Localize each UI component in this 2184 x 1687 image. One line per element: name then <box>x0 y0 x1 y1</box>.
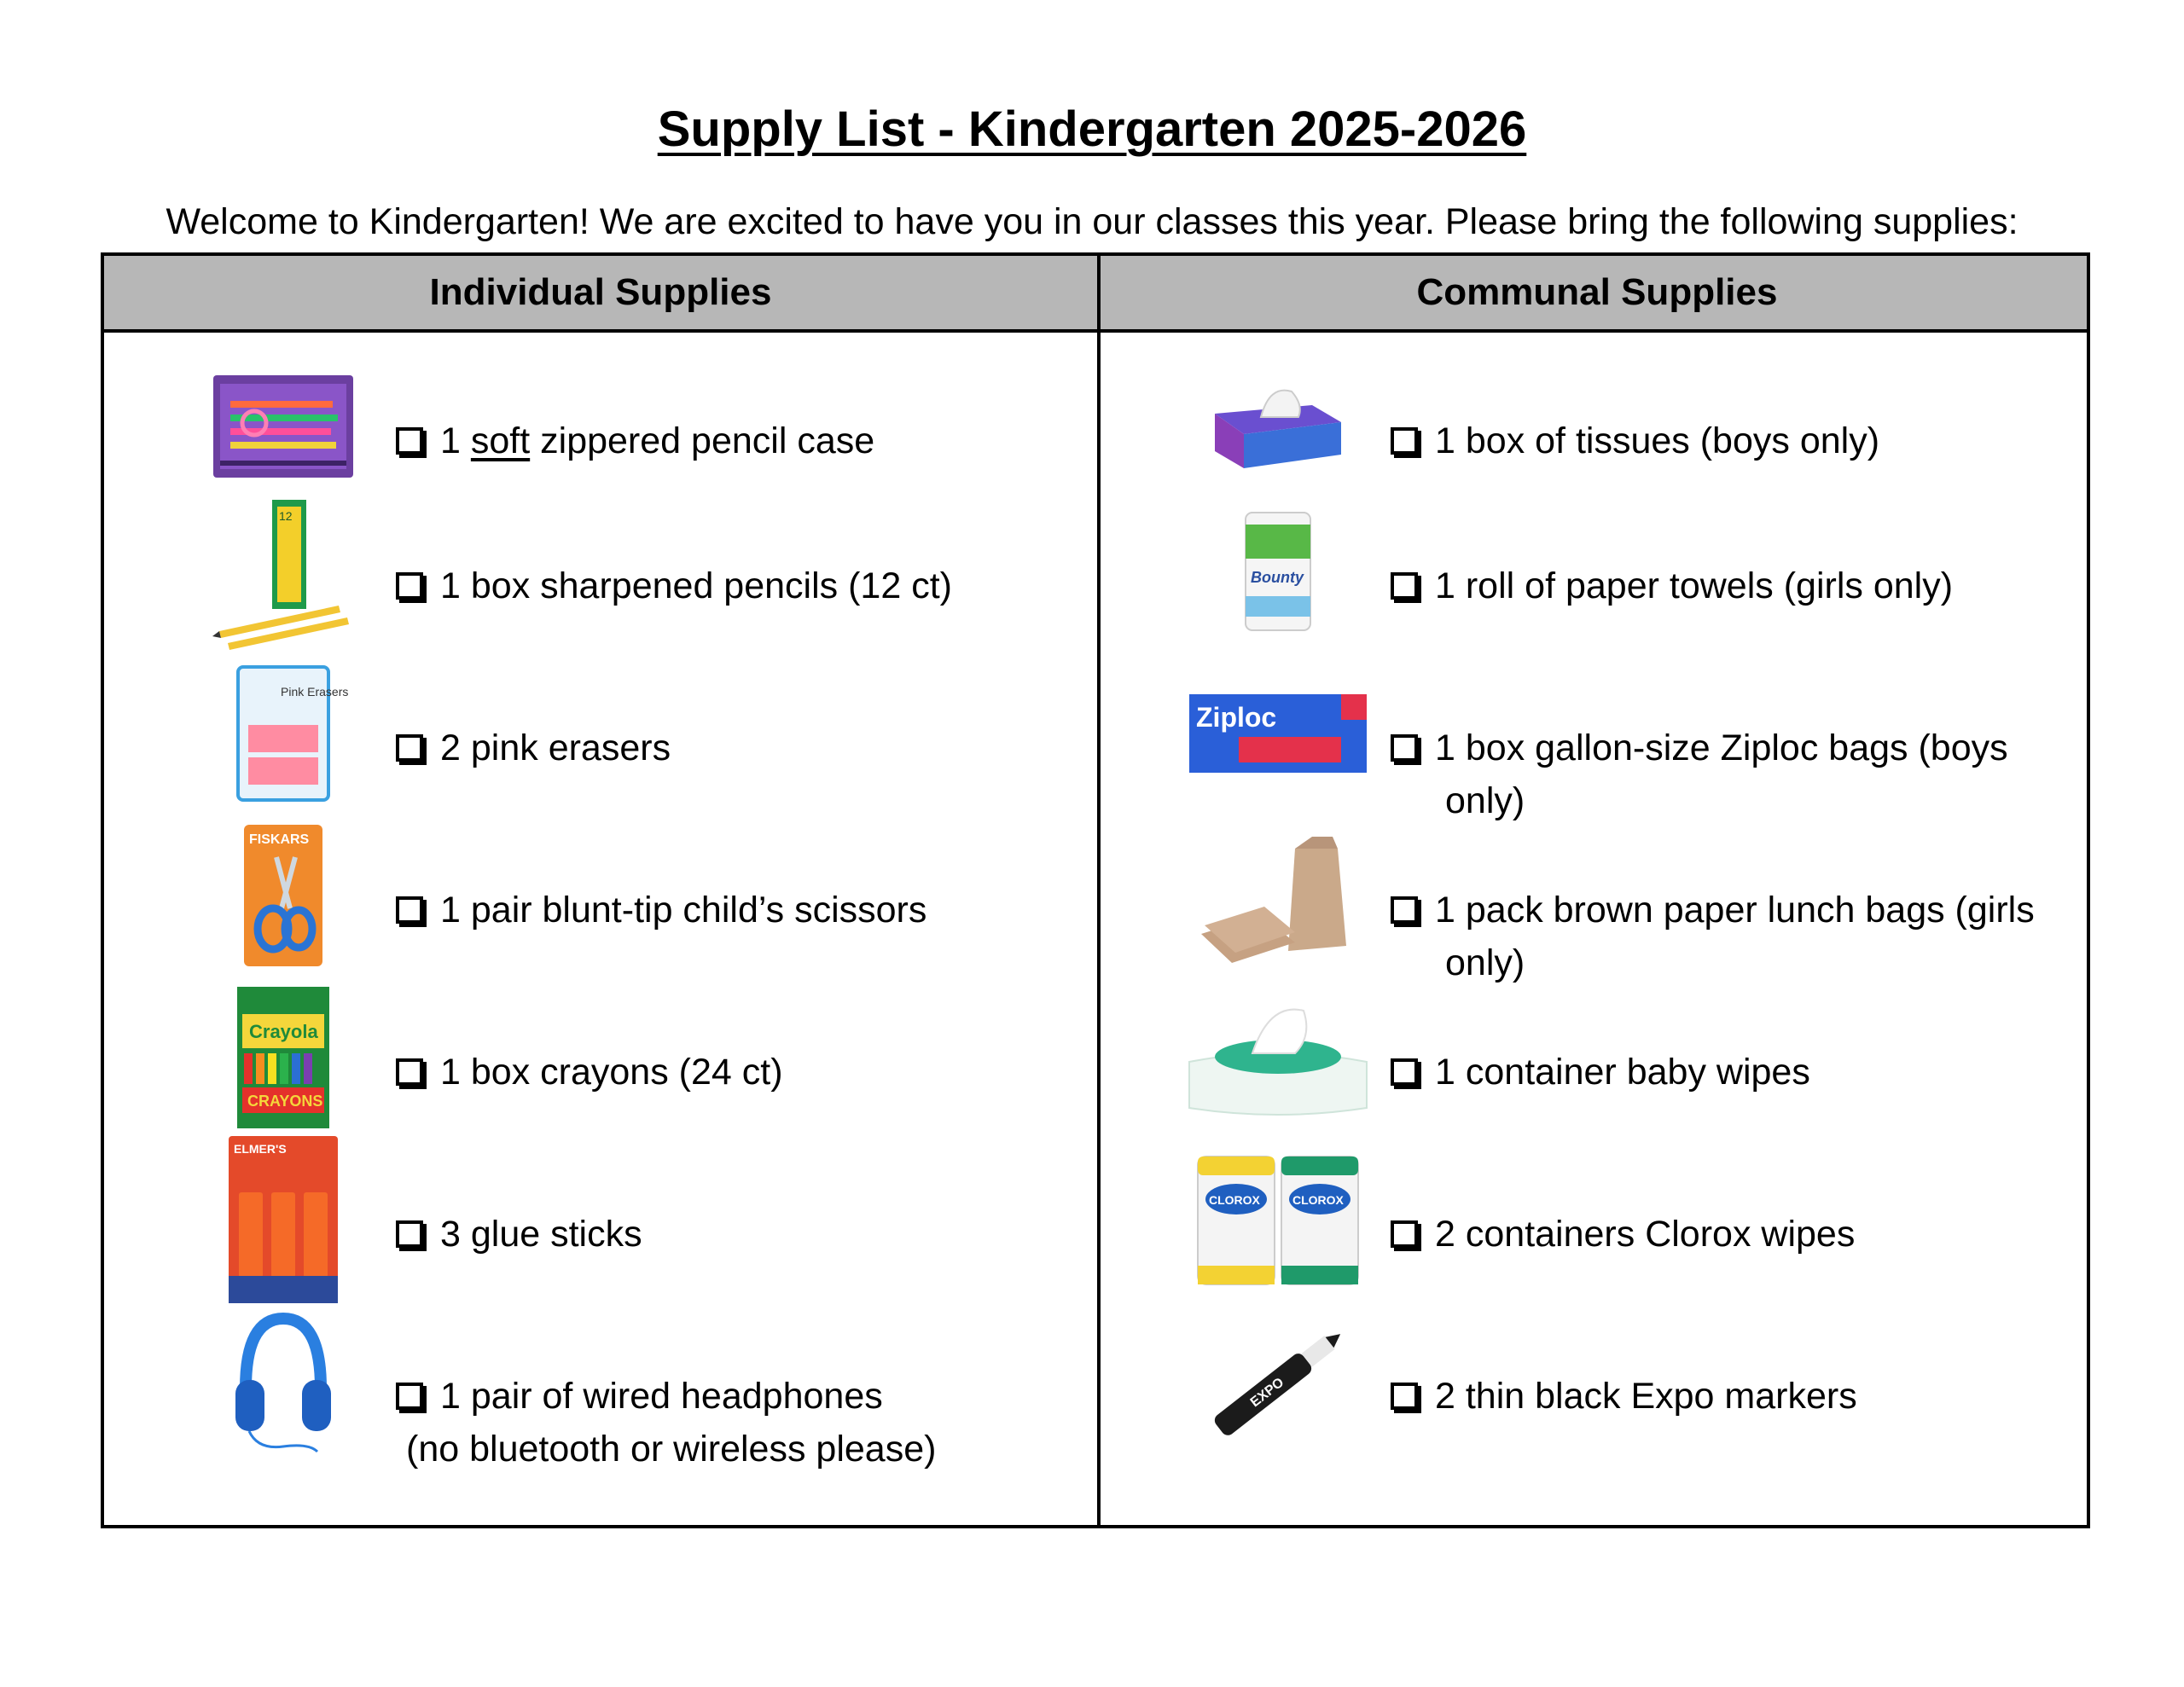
item-text: 2 containers Clorox wipes <box>1435 1214 1856 1255</box>
column-header-individual: Individual Supplies <box>429 271 772 313</box>
glue-sticks-icon <box>198 1143 369 1296</box>
checkbox[interactable] <box>396 734 423 762</box>
paper-towels-icon <box>1193 495 1363 648</box>
item-text-prefix: 1 <box>440 420 471 461</box>
item-text: 1 box crayons (24 ct) <box>440 1052 783 1093</box>
expo-marker-icon <box>1193 1305 1363 1458</box>
clorox-brand-text-1: CLOROX <box>1209 1193 1260 1207</box>
item-text: 1 pack brown paper lunch bags (girls <box>1435 890 2035 930</box>
expo-brand-text: EXPO <box>1247 1375 1287 1411</box>
ziploc-brand-text: Ziploc <box>1196 702 1277 733</box>
checkbox[interactable] <box>1391 572 1418 600</box>
pencils-icon <box>198 495 369 648</box>
item-text-line-2: (no bluetooth or wireless please) <box>406 1429 937 1470</box>
ziploc-bags-icon <box>1193 657 1363 810</box>
supply-table <box>101 252 2090 1528</box>
checkbox[interactable] <box>1391 734 1418 762</box>
item-text: 1 box of tissues (boys only) <box>1435 420 1880 461</box>
column-header-communal: Communal Supplies <box>1416 271 1778 313</box>
item-text: 1 box sharpened pencils (12 ct) <box>440 565 952 606</box>
glue-brand-text: ELMER'S <box>234 1142 287 1156</box>
headphones-icon <box>198 1305 369 1458</box>
erasers-icon <box>198 657 369 810</box>
item-text: 1 pair of wired headphones <box>440 1376 883 1417</box>
checkbox[interactable] <box>396 572 423 600</box>
lunch-bags-icon <box>1193 819 1363 972</box>
scissors-icon <box>198 819 369 972</box>
pencil-case-icon <box>198 350 369 503</box>
checkbox[interactable] <box>1391 896 1418 924</box>
checkbox[interactable] <box>1391 1383 1418 1410</box>
item-text: 1 box gallon-size Ziploc bags (boys <box>1435 728 2008 768</box>
item-text-line-2: only) <box>1445 942 1525 983</box>
eraser-brand-text: Pink Erasers <box>281 685 349 699</box>
checkbox[interactable] <box>396 1058 423 1086</box>
bounty-brand-text: Bounty <box>1251 569 1304 586</box>
crayons-icon <box>198 981 369 1134</box>
item-emphasis: soft <box>470 420 531 461</box>
svg-text:12: 12 <box>279 509 293 523</box>
item-text: 1 roll of paper towels (girls only) <box>1435 565 1954 606</box>
scissors-brand-text: FISKARS <box>249 832 310 847</box>
checkbox[interactable] <box>396 1383 423 1410</box>
crayons-label-text: CRAYONS <box>247 1093 323 1110</box>
checkbox[interactable] <box>396 427 423 455</box>
checkbox[interactable] <box>1391 427 1418 455</box>
item-text: zippered pencil case <box>530 420 875 461</box>
item-text: 1 container baby wipes <box>1435 1052 1810 1093</box>
clorox-wipes-icon <box>1193 1143 1363 1296</box>
clorox-brand-text-2: CLOROX <box>1292 1193 1344 1207</box>
item-text: 2 thin black Expo markers <box>1435 1376 1857 1417</box>
intro-text: Welcome to Kindergarten! We are excited to have you in our classes this year. Please bring the following supplies: <box>166 201 2018 242</box>
item-text-line-2: only) <box>1445 780 1525 821</box>
item-text: 2 pink erasers <box>440 728 671 768</box>
checkbox[interactable] <box>1391 1220 1418 1248</box>
tissues-icon <box>1193 350 1363 503</box>
crayola-brand-text: Crayola <box>249 1021 318 1042</box>
checkbox[interactable] <box>1391 1058 1418 1086</box>
checkbox[interactable] <box>396 896 423 924</box>
item-text: 3 glue sticks <box>440 1214 642 1255</box>
checkbox[interactable] <box>396 1220 423 1248</box>
baby-wipes-icon <box>1193 981 1363 1134</box>
page-title: Supply List - Kindergarten 2025-2026 <box>657 101 1527 157</box>
item-text: 1 pair blunt-tip child’s scissors <box>440 890 927 930</box>
